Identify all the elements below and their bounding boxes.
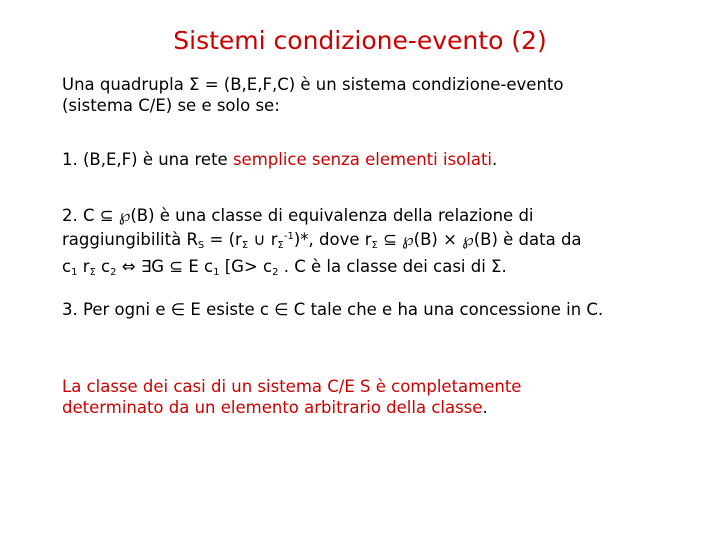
item2-subscript: 2 — [110, 267, 117, 278]
conclusion-text: determinato da un elemento arbitrario della classe — [62, 398, 483, 417]
intro-paragraph — [62, 74, 563, 116]
item1-highlight: semplice senza elementi isolati — [232, 150, 492, 169]
item2-text: ⇔ ∃G ⊆ E c — [116, 257, 214, 276]
item2-subscript: 1 — [213, 267, 220, 278]
item2-line-3 — [62, 256, 582, 283]
item2-subscript: 2 — [272, 267, 279, 278]
item2-subscript: Σ — [371, 240, 378, 251]
item2-text: raggiungibilità R — [62, 230, 198, 249]
item2-text: . C è la classe dei casi di Σ. — [278, 257, 507, 276]
condition-item-3: 3. Per ogni e ∈ E esiste c ∈ C tale che e ha una concessione in C. — [62, 300, 604, 319]
intro-line-1: Una quadrupla Σ = (B,E,F,C) è un sistema condizione-evento — [62, 75, 564, 94]
item2-line-2 — [62, 226, 582, 256]
item2-text: ⊆ ℘(B) × ℘(B) è data da — [377, 230, 582, 249]
item2-subscript: S — [197, 240, 205, 251]
item2-subscript: Σ — [277, 240, 284, 251]
item2-superscript: -1 — [283, 231, 294, 242]
intro-line-2: (sistema C/E) se e solo se: — [62, 96, 280, 115]
conclusion-paragraph — [62, 376, 521, 418]
conclusion-period: . — [482, 398, 488, 417]
item1-suffix: . — [492, 150, 498, 169]
conclusion-line-2 — [62, 397, 521, 418]
item2-subscript: Σ — [89, 267, 96, 278]
item2-subscript: Σ — [241, 240, 249, 251]
item2-text: [G> c — [219, 257, 273, 276]
item2-subscript: 1 — [71, 267, 78, 278]
item2-text: r — [77, 257, 90, 276]
item2-line-1: 2. C ⊆ ℘(B) è una classe di equivalenza della relazione di — [62, 206, 534, 225]
condition-item-2 — [62, 205, 582, 283]
conclusion-line-1: La classe dei casi di un sistema C/E S è completamente — [62, 377, 522, 396]
item2-text: c — [95, 257, 111, 276]
condition-item-1 — [62, 149, 497, 170]
item2-text: ∪ r — [248, 230, 278, 249]
item2-text: c — [62, 257, 72, 276]
slide-title: Sistemi condizione-evento (2) — [173, 26, 547, 55]
item2-text: )*, dove r — [293, 230, 372, 249]
item2-text: = (r — [204, 230, 242, 249]
item1-prefix: 1. (B,E,F) è una rete — [62, 150, 233, 169]
